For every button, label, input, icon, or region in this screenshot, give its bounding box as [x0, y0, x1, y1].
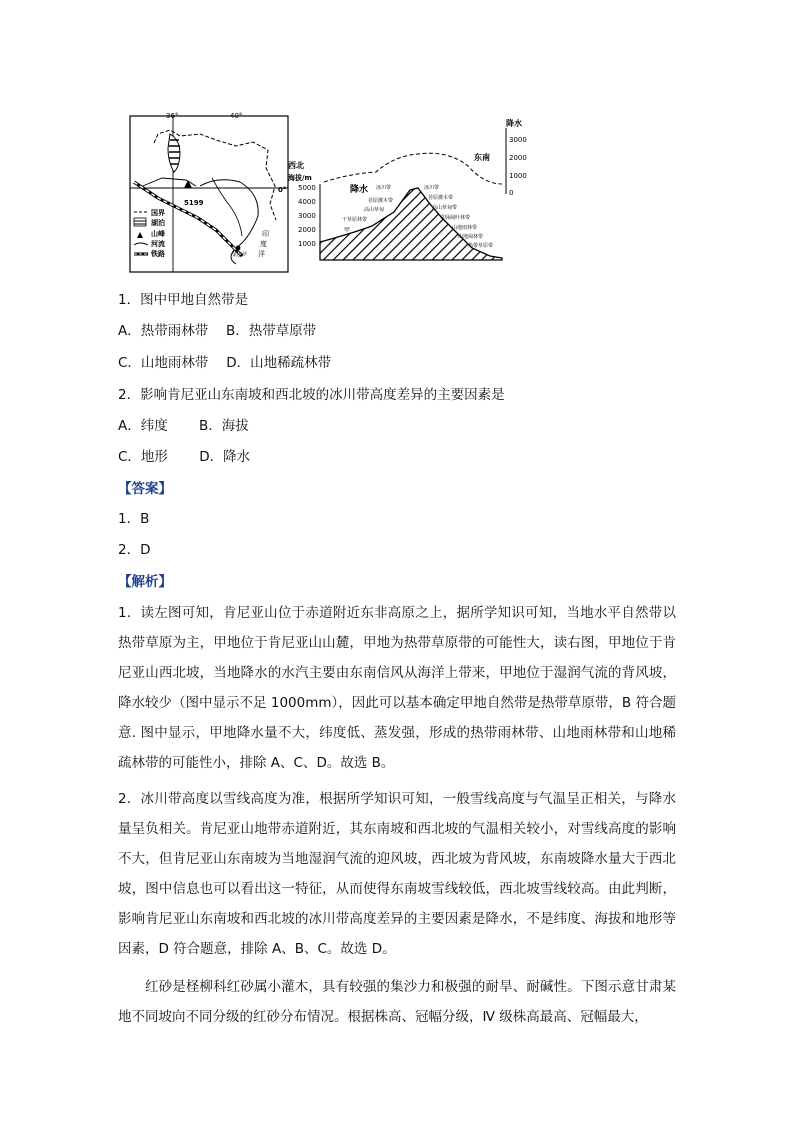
- legend-river: 河流: [151, 240, 165, 248]
- se-belt-glacier: 冰川带: [424, 185, 440, 191]
- answer-1: 1．B: [118, 511, 150, 527]
- se-belt-mountain-forest: 山地阔林带: [458, 234, 484, 240]
- geography-figure: [118, 108, 538, 278]
- precip-tick-2000: 2000: [509, 154, 527, 162]
- q2-options-ab: A．纬度 B．海拔: [118, 418, 249, 434]
- legend-border: 国界: [151, 209, 165, 217]
- precip-tick-0: 0: [509, 189, 514, 197]
- mountain-profile: [288, 118, 527, 260]
- direction-se: 东南: [474, 153, 490, 162]
- se-belt-rainforest: 山地雨林带: [452, 225, 478, 231]
- alt-tick-5000: 5000: [298, 184, 316, 192]
- peak-icon: [184, 180, 192, 188]
- peak-label: 5199: [184, 199, 204, 207]
- precip-axis-label: 降水: [506, 119, 522, 128]
- site-jia-label: 甲: [344, 227, 351, 234]
- analysis-paragraph-1: 1．读左图可知，肯尼亚山位于赤道附近东非高原之上，据所学知识可知，当地水平自然带以热带草原为主，甲地位于肯尼亚山山麓，甲地为热带草原带的可能性大，读右图，甲地位于肯尼亚山西北坡，当地降水的水汽主要由东南信风从海洋上带来，甲地位于湿润气流的背风坡，降水较少（图中显示不足 1000mm），因此可以基本确定甲地自然带是热带草原带，B 符合题意. 图中显示，甲地降水量不大，纬度低、蒸发强，形成的热带雨林带、山地雨林带和山地稀疏林带的可能性小，排除 A、C、D。故选 B。: [118, 605, 676, 771]
- ocean-label-3: 洋: [258, 250, 265, 258]
- se-belt-meadow: 高山草甸带: [432, 205, 458, 211]
- next-question-intro: 红砂是柽柳科红砂属小灌木，具有较强的集沙力和极强的耐旱、耐碱性。下图示意甘肃某地不同坡向不同分级的红砂分布情况。根据株高、冠幅分级，Ⅳ 级株高最高、冠幅最大，: [118, 979, 676, 1025]
- q2-options-cd: C．地形 D．降水: [118, 449, 251, 465]
- nw-belt-meadow: 高山草甸: [364, 207, 385, 213]
- q1-stem: 1．图中甲地自然带是: [118, 292, 249, 308]
- map-legend: [134, 208, 165, 258]
- city-icon: [236, 246, 241, 251]
- alt-tick-1000: 1000: [298, 240, 316, 248]
- alt-tick-4000: 4000: [298, 198, 316, 206]
- q2-stem: 2．影响肯尼亚山东南坡和西北坡的冰川带高度差异的主要因素是: [118, 387, 505, 403]
- analysis-heading: 【解析】: [118, 574, 172, 590]
- direction-nw: 西北: [288, 161, 304, 170]
- kenya-map: [130, 112, 288, 272]
- ocean-label-1: 印: [262, 230, 269, 238]
- answer-heading: 【答案】: [118, 481, 172, 497]
- nw-belt-glacier: 冰川带: [376, 185, 392, 191]
- se-belt-evergreen: 常绿阔叶林带: [440, 215, 471, 221]
- q1-options-cd: C．山地雨林带 D．山地稀疏林带: [118, 355, 332, 371]
- analysis-paragraph-2: 2．冰川带高度以雪线高度为准，根据所学知识可知，一般雪线高度与气温呈正相关，与降水量呈负相关。肯尼亚山地带赤道附近，其东南坡和西北坡的气温相关较小，对雪线高度的影响不大，但肯尼亚山东南坡为当地湿润气流的迎风坡，西北坡为背风坡，东南坡降水量大于西北坡，图中信息也可以看出这一特征，从而使得东南坡雪线较低，西北坡雪线较高。由此判断，影响肯尼亚山东南坡和西北坡的冰川带高度差异的主要因素是降水，不是纬度、海拔和地形等因素，D 符合题意，排除 A、B、C。故选 D。: [118, 791, 676, 957]
- lon-label-36: 36°: [166, 112, 179, 120]
- alt-tick-3000: 3000: [298, 212, 316, 220]
- precip-curve-label: 降水: [350, 185, 369, 195]
- q1-options-ab: A．热带雨林带 B．热带草原带: [118, 323, 317, 339]
- answer-2: 2．D: [118, 542, 151, 558]
- city-label: 蒙巴萨: [232, 252, 248, 258]
- se-belt-savanna: 热带草原带: [468, 243, 494, 249]
- legend-peak: 山峰: [151, 230, 165, 238]
- altitude-axis-label: 海拔/m: [288, 174, 312, 182]
- lon-label-40: 40°: [230, 112, 243, 120]
- alt-tick-2000: 2000: [298, 226, 316, 234]
- legend-lake: 湖泊: [151, 219, 165, 227]
- precip-tick-1000: 1000: [509, 172, 527, 180]
- legend-railway: 铁路: [151, 250, 165, 258]
- se-belt-tundra: 苔原灌木带: [428, 195, 454, 201]
- nw-belt-tundra: 苔原灌木带: [368, 198, 394, 204]
- nw-belt-steppe: 干草原林带: [342, 217, 368, 223]
- terrain-profile: [320, 188, 502, 260]
- equator-label: 0°: [278, 186, 287, 194]
- ocean-label-2: 度: [260, 240, 267, 248]
- precip-tick-3000: 3000: [509, 136, 527, 144]
